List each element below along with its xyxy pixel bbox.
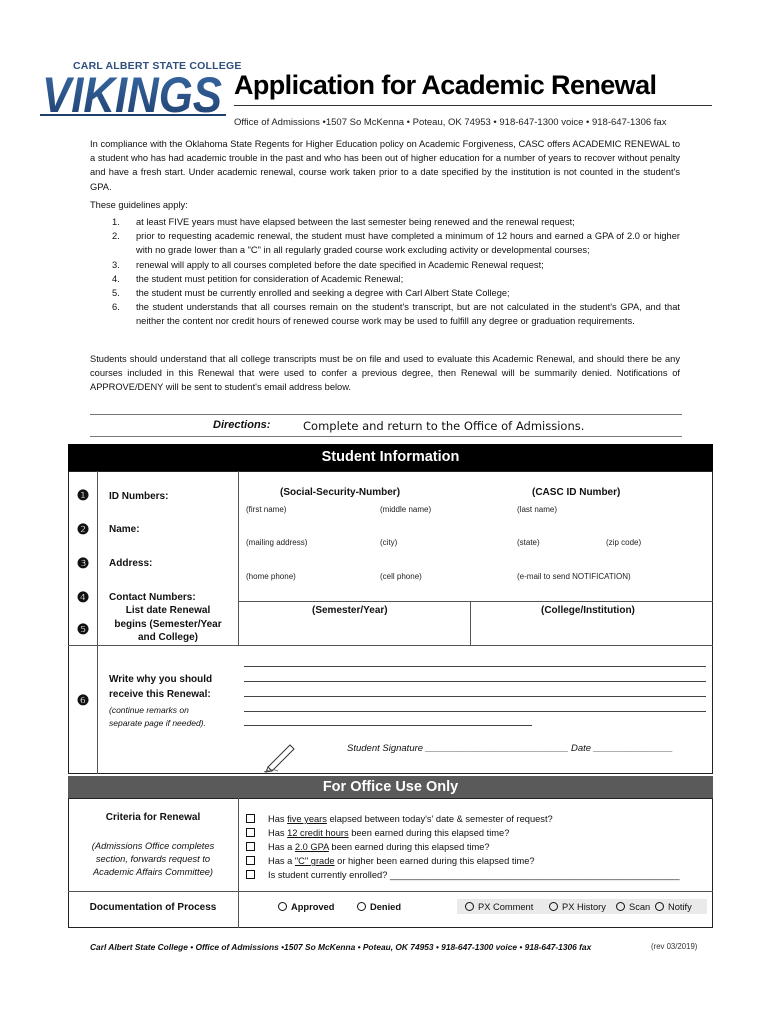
step-4-icon: ❹ [76, 589, 90, 605]
criteria-check-enrolled[interactable]: Is student currently enrolled? ________________________________________________________ [246, 868, 680, 882]
contact-numbers-label: Contact Numbers: [109, 592, 196, 603]
office-use-heading: For Office Use Only [68, 776, 713, 798]
id-numbers-label: ID Numbers: [109, 491, 169, 502]
checkbox[interactable] [246, 856, 255, 865]
intro-paragraph: In compliance with the Oklahoma State Regents for Higher Education policy on Academic Forgiveness, CASC offers ACADEMIC RENEWAL to a student who has had academic trouble in the past and who has been out of higher education for a number of years to recover without penalty and have a fresh start. Under academic renewal, course work taken prior to a date specified by the institution is not counted in the student's GPA. [90, 139, 680, 192]
denied-option[interactable]: Denied [357, 902, 401, 912]
checkbox[interactable] [246, 828, 255, 837]
pen-icon [262, 741, 298, 773]
mailing-address-field[interactable]: (mailing address) [246, 538, 308, 547]
guidelines-list [112, 215, 680, 329]
criteria-label: Criteria for Renewal [105, 812, 201, 823]
scan-option[interactable]: Scan [616, 902, 650, 912]
px-history-option[interactable]: PX History [549, 902, 606, 912]
guideline-item: 3. renewal will apply to all courses completed before the date specified in Academic Renewal request; [112, 259, 544, 270]
last-name-field[interactable]: (last name) [517, 505, 558, 514]
reason-line[interactable] [244, 711, 706, 712]
title-underline [234, 105, 712, 106]
renewal-mid-divider [470, 601, 471, 645]
logo-word: VIKINGS [42, 67, 222, 118]
casc-id-header[interactable]: (CASC ID Number) [532, 487, 621, 498]
radio-icon[interactable] [278, 902, 287, 911]
notify-option[interactable]: Notify [655, 902, 692, 912]
step-2-icon: ❷ [76, 521, 90, 537]
why-renewal-note: (continue remarks on separate page if needed). [109, 705, 206, 728]
renewal-row-divider [238, 601, 713, 602]
first-name-field[interactable]: (first name) [246, 505, 287, 514]
student-signature-line[interactable]: Student Signature ___________________________ Date _______________ [347, 743, 673, 754]
footer-contact: Carl Albert State College • Office of Admissions •1507 So McKenna • Poteau, OK 74953 • 918-647-1300 voice • 918-647-1306 fax [90, 942, 592, 952]
renewal-left-divider [238, 601, 239, 645]
criteria-check-gpa[interactable]: Has a 2.0 GPA been earned during this elapsed time? [246, 840, 680, 854]
checkbox[interactable] [246, 842, 255, 851]
state-field[interactable]: (state) [517, 538, 540, 547]
radio-icon[interactable] [357, 902, 366, 911]
step-5-icon: ❺ [76, 621, 90, 637]
renewal-date-label: List date Renewal begins (Semester/Year and College) [114, 605, 222, 643]
cell-phone-field[interactable]: (cell phone) [380, 572, 422, 581]
ssn-header[interactable]: (Social-Security-Number) [280, 487, 401, 498]
criteria-checklist [246, 812, 680, 882]
px-comment-option[interactable]: PX Comment [465, 902, 533, 912]
criteria-check-c-grade[interactable]: Has a "C" grade or higher been earned during this elapsed time? [246, 854, 680, 868]
semester-year-field[interactable]: (Semester/Year) [312, 605, 388, 616]
office-column-divider [238, 798, 239, 928]
email-field[interactable]: (e-mail to send NOTIFICATION) [517, 572, 631, 581]
reason-line[interactable] [244, 666, 706, 667]
directions-label: Directions: [213, 419, 271, 431]
criteria-check-credit-hours[interactable]: Has 12 credit hours been earned during this elapsed time? [246, 826, 680, 840]
guideline-item: 4. the student must petition for consideration of Academic Renewal; [112, 273, 404, 284]
city-field[interactable]: (city) [380, 538, 398, 547]
radio-icon[interactable] [616, 902, 625, 911]
page-title: Application for Academic Renewal [234, 70, 657, 100]
guidelines-heading: These guidelines apply: [90, 200, 188, 210]
checkbox[interactable] [246, 870, 255, 879]
radio-icon[interactable] [465, 902, 474, 911]
guideline-item: 5. the student must be currently enrolled and seeking a degree with Carl Albert State College; [112, 288, 510, 299]
address-label: Address: [109, 558, 153, 569]
approved-option[interactable]: Approved [278, 902, 334, 912]
vikings-logo [40, 66, 226, 118]
radio-icon[interactable] [549, 902, 558, 911]
guideline-item: 1. at least FIVE years must have elapsed between the last semester being renewed and the renewal request; [112, 217, 575, 227]
criteria-note: (Admissions Office completes section, forwards request to Academic Affairs Committee) [91, 841, 215, 877]
why-row-divider [68, 645, 713, 646]
divider-bottom [90, 436, 682, 437]
logo-college-name: CARL ALBERT STATE COLLEGE [73, 60, 242, 72]
criteria-check-five-years[interactable]: Has five years elapsed between today's' date & semester of request? [246, 812, 680, 826]
revision-date: (rev 03/2019) [651, 942, 698, 951]
reason-line[interactable] [244, 725, 532, 726]
documentation-label: Documentation of Process [89, 902, 217, 913]
middle-name-field[interactable]: (middle name) [380, 505, 432, 514]
step-1-icon: ❶ [76, 487, 90, 503]
office-row-divider [68, 891, 713, 892]
step-3-icon: ❸ [76, 555, 90, 571]
name-label: Name: [109, 524, 140, 535]
radio-icon[interactable] [655, 902, 664, 911]
number-column-divider [97, 471, 98, 774]
step-6-icon: ❻ [76, 692, 90, 708]
guideline-item: 6. the student understands that all courses remain on the student's transcript, but are not calculated in the student's GPA, and that neither the content nor credit hours of renewed course work may be used to fulfill any degree or graduation requirements. [112, 302, 680, 327]
reason-line[interactable] [244, 696, 706, 697]
home-phone-field[interactable]: (home phone) [246, 572, 296, 581]
directions-text: Complete and return to the Office of Admissions. [303, 419, 585, 433]
divider-top [90, 414, 682, 415]
why-renewal-label: Write why you should receive this Renewal: [109, 674, 213, 700]
closing-paragraph: Students should understand that all college transcripts must be on file and used to evaluate this Academic Renewal, and should there be any courses included in this Renewal that were used to confer a previous degree, then Renewal will be summarily denied. Notifications of APPROVE/DENY will be sent to student's email address below. [90, 354, 680, 393]
zip-code-field[interactable]: (zip code) [606, 538, 642, 547]
guideline-item: 2. prior to requesting academic renewal, the student must have completed a minimum of 12 hours and earned a GPA of 2.0 or higher with no grade lower than a "C" in all regularly graded course work excluding activity or developmental courses; [112, 231, 680, 256]
checkbox[interactable] [246, 814, 255, 823]
student-info-heading: Student Information [68, 444, 713, 471]
header-contact: Office of Admissions •1507 So McKenna • Poteau, OK 74953 • 918-647-1300 voice • 918-647-1306 fax [234, 117, 667, 128]
college-institution-field[interactable]: (College/Institution) [541, 605, 635, 616]
reason-line[interactable] [244, 681, 706, 682]
